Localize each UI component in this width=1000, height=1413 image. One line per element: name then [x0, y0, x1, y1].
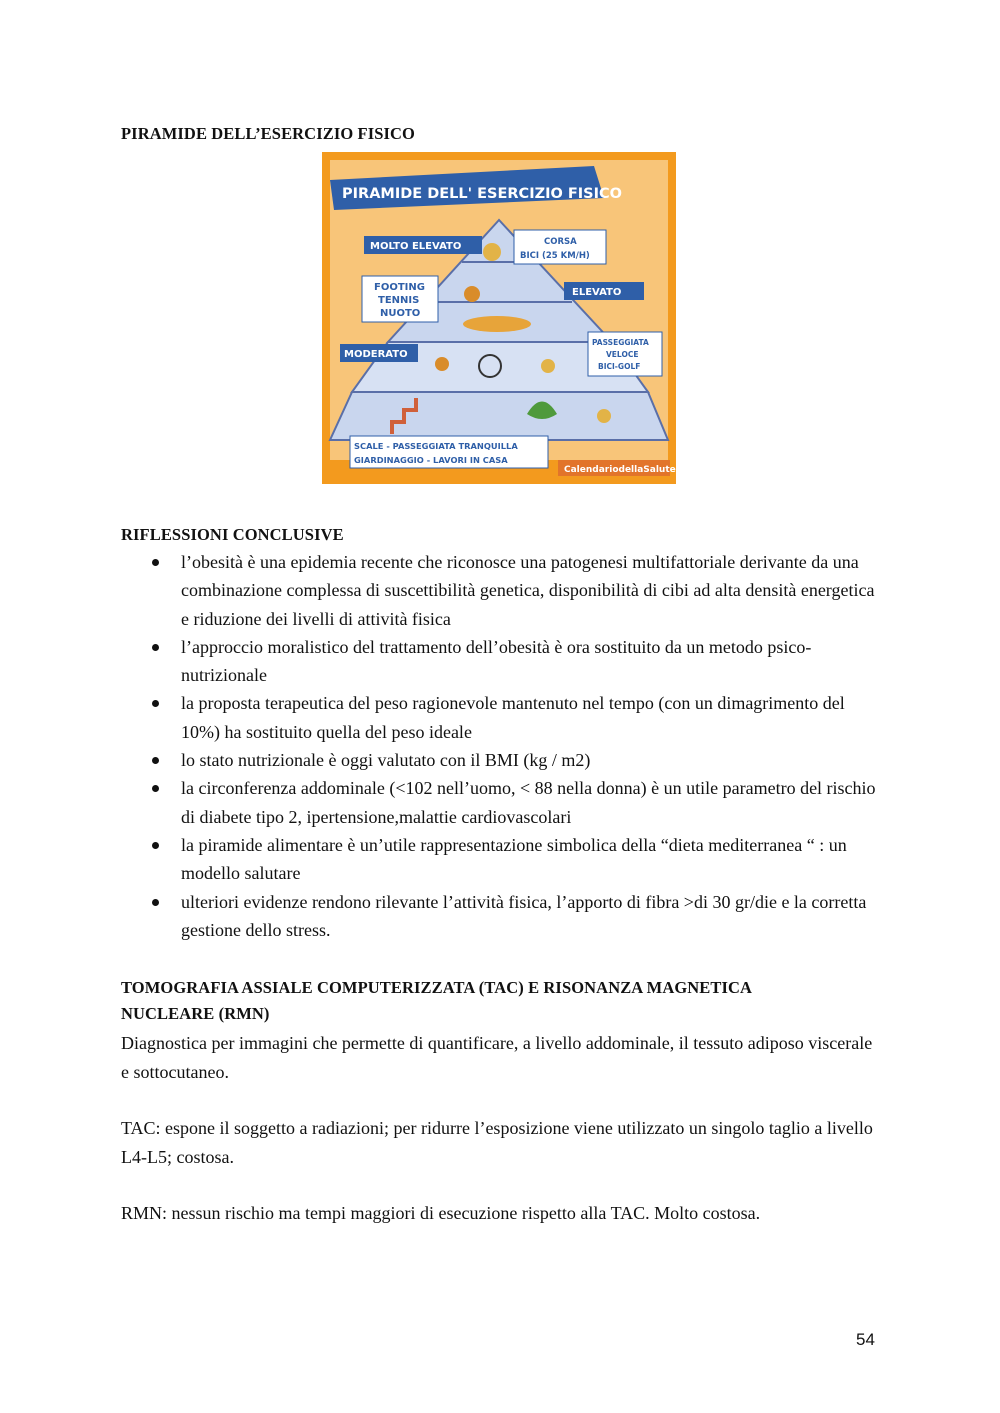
section-title-piramide: PIRAMIDE DELL’ESERCIZIO FISICO [121, 124, 415, 143]
bullet-icon [152, 559, 159, 566]
label-nuoto: NUOTO [380, 308, 421, 319]
section-title-tac-line2: NUCLEARE (RMN) [121, 1004, 270, 1023]
label-corsa: CORSA [544, 237, 577, 247]
golfer-figure-icon [541, 359, 555, 373]
runner-figure-icon [483, 243, 501, 261]
label-bici-golf: BICI-GOLF [598, 362, 641, 371]
label-bici: BICI (25 KM/H) [520, 251, 590, 261]
swimmer-figure-icon [463, 316, 531, 332]
label-elevato: ELEVATO [572, 287, 622, 298]
label-footing: FOOTING [374, 282, 425, 293]
label-veloce: VELOCE [606, 350, 639, 359]
tennis-figure-icon [464, 286, 480, 302]
section-title-riflessioni: RIFLESSIONI CONCLUSIVE [121, 525, 344, 544]
walker-figure-icon [435, 357, 449, 371]
brand-logo: CalendariodellaSalute [564, 465, 676, 475]
list-item: l’approccio moralistico del trattamento dell’obesità è ora sostituito da un metodo psico-nutrizionale [150, 633, 885, 690]
housework-figure-icon [597, 409, 611, 423]
bullet-icon [152, 899, 159, 906]
page-number: 54 [856, 1330, 875, 1349]
list-item: la proposta terapeutica del peso ragionevole mantenuto nel tempo (con un dimagrimento del 10%) ha sostituito quella del peso ideale [150, 689, 885, 746]
poster-title: PIRAMIDE DELL' ESERCIZIO FISICO [342, 186, 622, 202]
exercise-pyramid-poster [322, 152, 676, 484]
label-scale: SCALE - PASSEGGIATA TRANQUILLA [354, 441, 518, 451]
label-molto-elevato: MOLTO ELEVATO [370, 241, 462, 252]
bullet-icon [152, 842, 159, 849]
intro-paragraph: Diagnostica per immagini che permette di quantificare, a livello addominale, il tessuto adiposo viscerale e sottocutaneo. [121, 1033, 873, 1082]
label-tennis: TENNIS [378, 295, 420, 306]
bullet-icon [152, 644, 159, 651]
label-passeggiata: PASSEGGIATA [592, 338, 649, 347]
list-item: l’obesità è una epidemia recente che riconosce una patogenesi multifattoriale derivante da una combinazione complessa di suscettibilità genetica, disponibilità di cibi ad alta densità energetica e riduzione dei livelli di attività fisica [150, 548, 885, 633]
list-item: ulteriori evidenze rendono rilevante l’attività fisica, l’apporto di fibra >di 30 gr/die e la corretta gestione dello stress. [150, 888, 885, 945]
section-title-tac-line1: TOMOGRAFIA ASSIALE COMPUTERIZZATA (TAC) E RISONANZA MAGNETICA [121, 978, 753, 997]
label-moderato: MODERATO [344, 349, 408, 360]
list-item: la piramide alimentare è un’utile rappresentazione simbolica della “dieta mediterranea “ : un modello salutare [150, 831, 885, 888]
bullet-icon [152, 700, 159, 707]
pyramid-base [330, 392, 668, 440]
bullet-icon [152, 757, 159, 764]
bullet-icon [152, 785, 159, 792]
tac-paragraph: TAC: espone il soggetto a radiazioni; per ridurre l’esposizione viene utilizzato un singolo taglio a livello L4-L5; costosa. [121, 1118, 873, 1167]
list-item: la circonferenza addominale (<102 nell’uomo, < 88 nella donna) è un utile parametro del rischio di diabete tipo 2, ipertensione,malattie cardiovascolari [150, 774, 885, 831]
list-item: lo stato nutrizionale è oggi valutato con il BMI (kg / m2) [150, 746, 885, 774]
rmn-paragraph: RMN: nessun rischio ma tempi maggiori di esecuzione rispetto alla TAC. Molto costosa. [121, 1203, 761, 1223]
conclusions-list [150, 548, 885, 944]
label-giardinaggio: GIARDINAGGIO - LAVORI IN CASA [354, 455, 508, 465]
